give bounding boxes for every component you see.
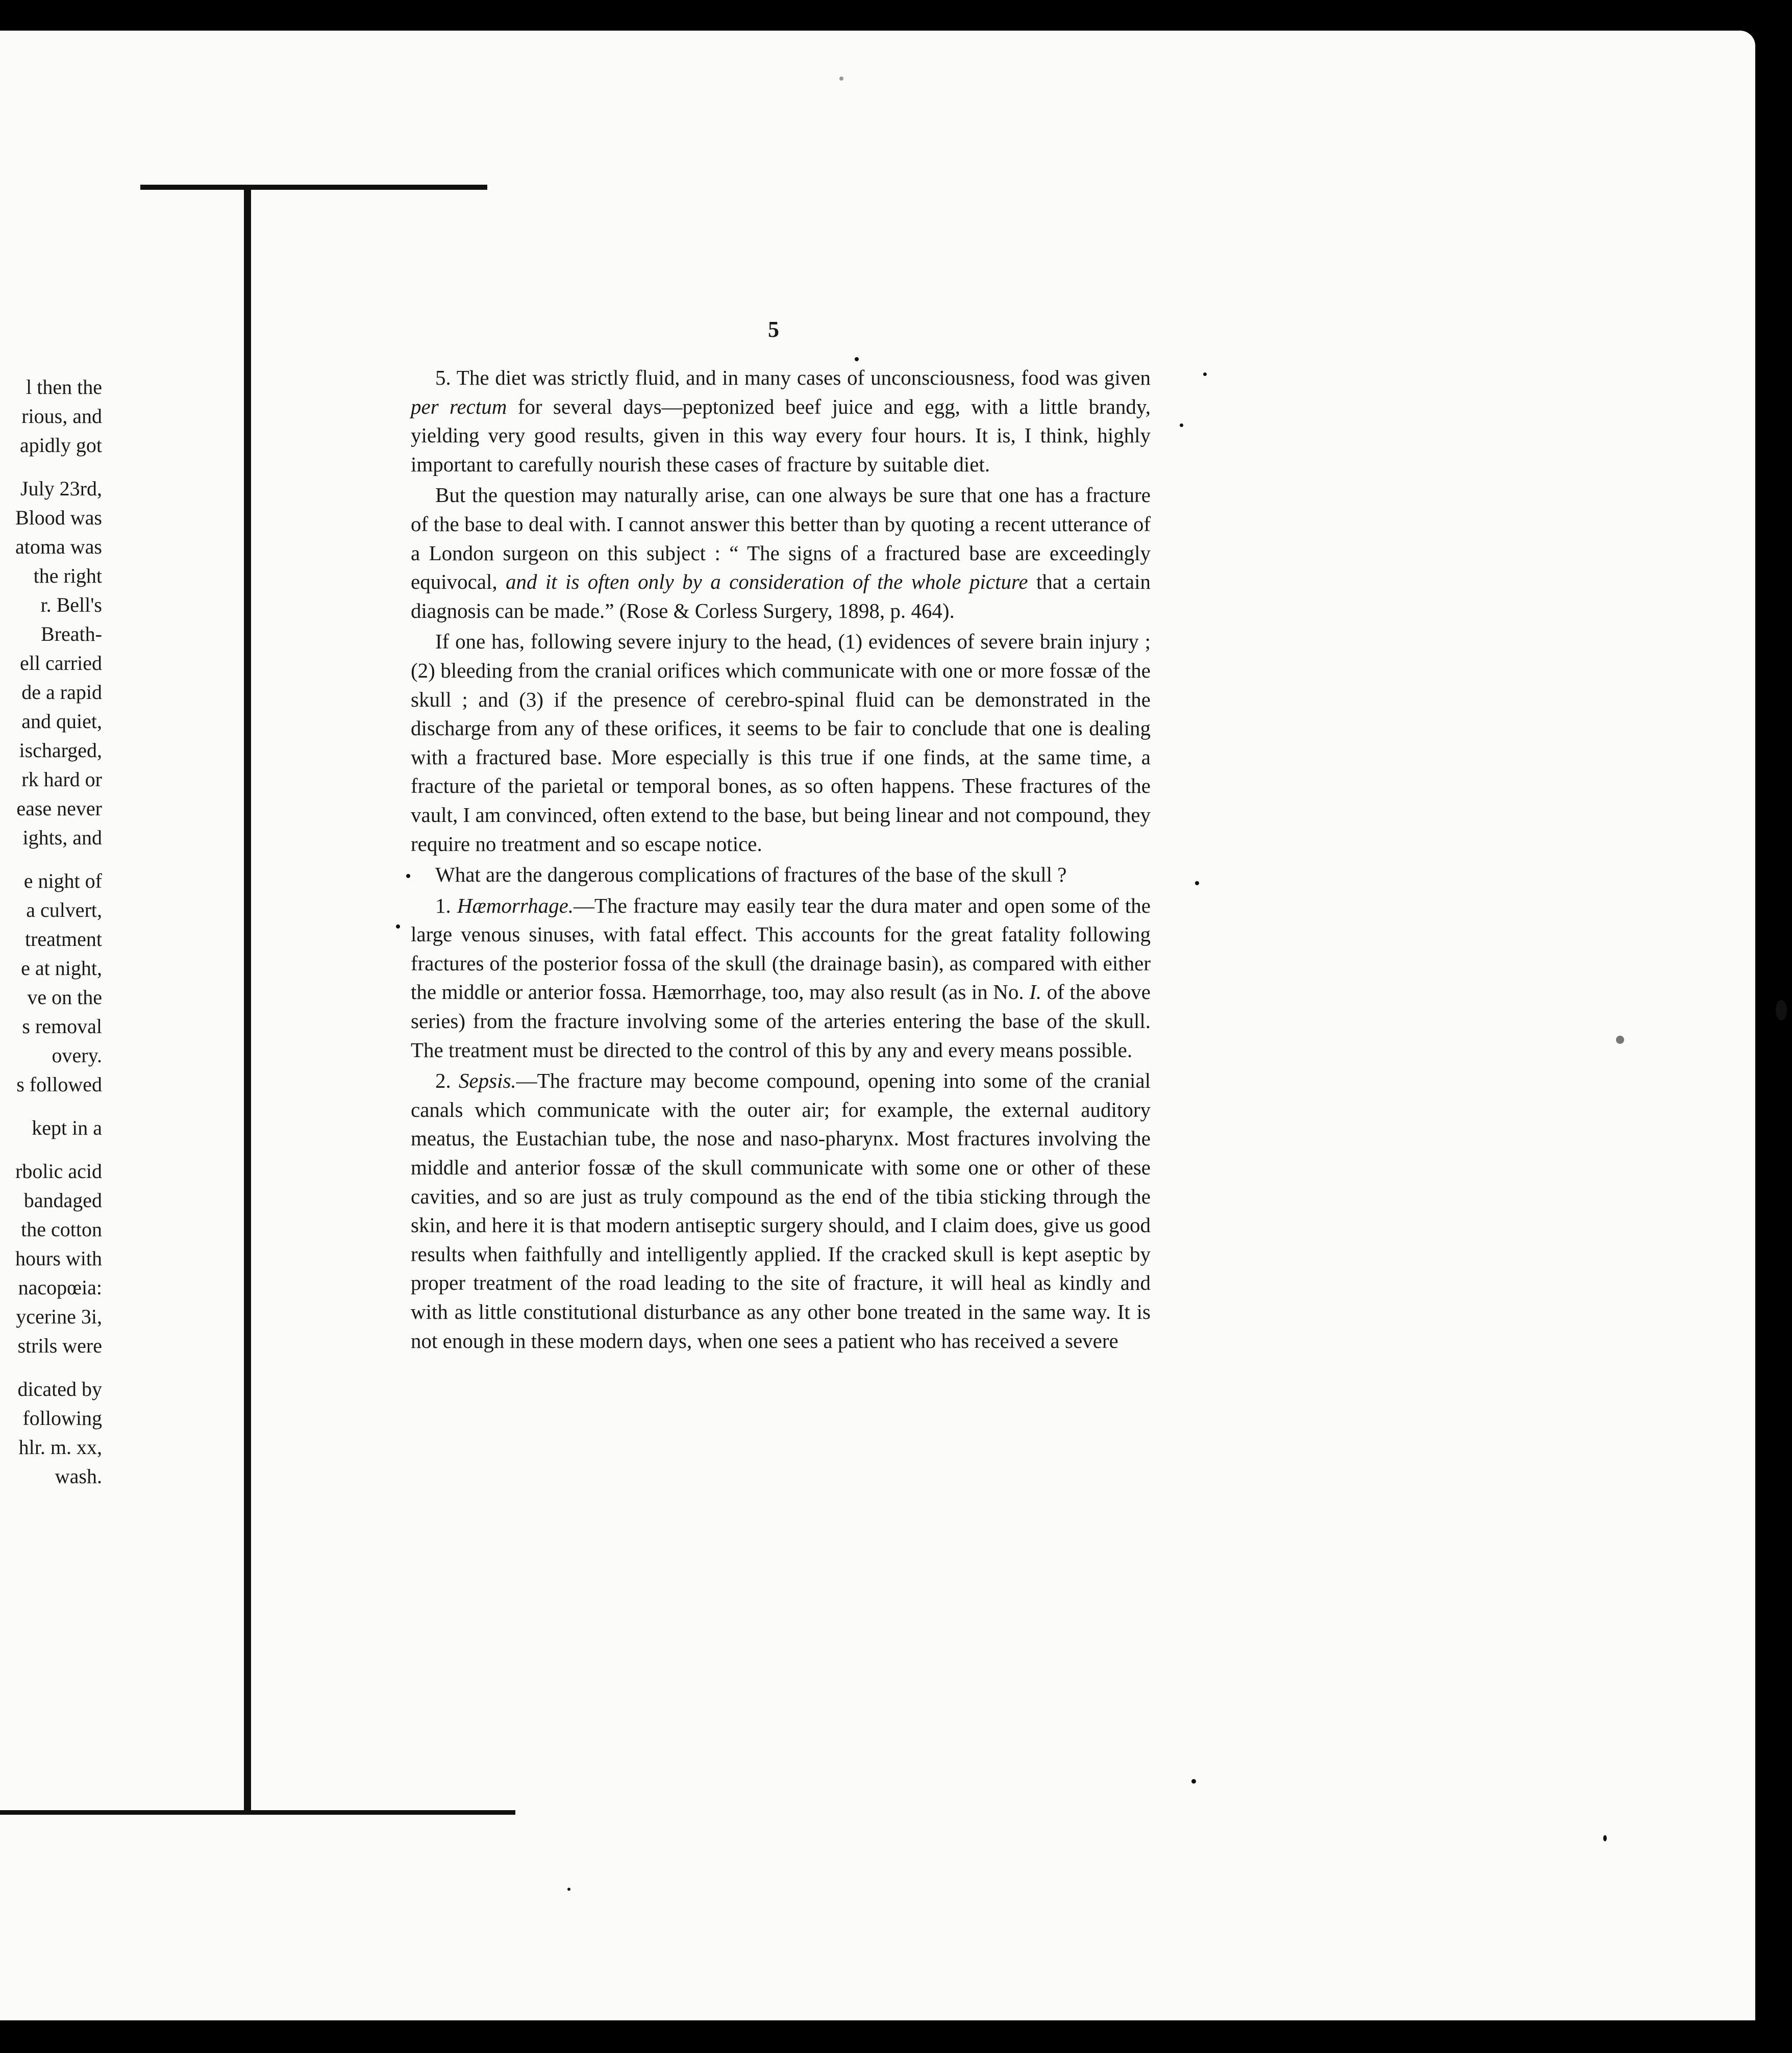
scan-speck bbox=[839, 77, 843, 81]
paragraph-complications-question: What are the dangerous complications of fractures of the base of the skull ? bbox=[435, 863, 1067, 887]
left-fragment-gap bbox=[0, 1142, 102, 1157]
left-fragment-line: ease never bbox=[16, 797, 102, 820]
left-fragment-line: a culvert, bbox=[26, 898, 102, 921]
left-fragment-line: strils were bbox=[17, 1334, 102, 1357]
scan-speck bbox=[406, 874, 410, 878]
left-fragment-line: ycerine 3i, bbox=[16, 1305, 102, 1328]
left-fragment-line: atoma was bbox=[15, 535, 102, 558]
left-fragment-line: bandaged bbox=[23, 1189, 102, 1212]
left-fragment-line: de a rapid bbox=[21, 681, 102, 704]
left-fragment-line: the right bbox=[33, 564, 102, 587]
left-fragment-line: l then the bbox=[26, 375, 102, 398]
scan-speck bbox=[855, 357, 859, 361]
left-fragment-line: rk hard or bbox=[21, 768, 102, 791]
left-fragment-line: July 23rd, bbox=[20, 477, 102, 500]
left-fragment-line: e night of bbox=[23, 869, 102, 892]
scan-speck bbox=[567, 1888, 570, 1891]
page-number: 5 bbox=[768, 317, 779, 342]
left-fragment-line: s followed bbox=[16, 1073, 102, 1096]
left-fragment-line: the cotton bbox=[21, 1218, 102, 1241]
left-fragment-line: ell carried bbox=[20, 652, 102, 674]
left-fragment-line: e at night, bbox=[21, 957, 102, 980]
left-page-fragment bbox=[0, 372, 102, 1491]
left-fragment-line: dicated by bbox=[17, 1378, 102, 1400]
left-fragment-line: rbolic acid bbox=[15, 1160, 102, 1183]
scan-speck bbox=[1616, 1036, 1624, 1044]
left-fragment-line: s removal bbox=[22, 1015, 102, 1038]
left-fragment-line: hours with bbox=[15, 1247, 102, 1270]
left-fragment-line: following bbox=[22, 1407, 102, 1430]
left-fragment-line: apidly got bbox=[19, 434, 102, 457]
left-fragment-gap bbox=[0, 1360, 102, 1374]
left-fragment-line: Blood was bbox=[15, 506, 102, 529]
frame-bottom-rule bbox=[0, 1810, 515, 1815]
left-fragment-gap bbox=[0, 852, 102, 866]
heading-sepsis: Sepsis. bbox=[458, 1069, 516, 1093]
left-fragment-line: overy. bbox=[52, 1044, 102, 1067]
left-fragment-gap bbox=[0, 1099, 102, 1113]
left-fragment-line: r. Bell's bbox=[40, 593, 102, 616]
paragraph-diet: 5. The diet was strictly fluid, and in many cases of unconsciousness, food was given per rectum for several days—peptonized beef juice and egg, with a little brandy, yielding very good results, given in this way every four hours. It is, I think, highly important to carefully nourish these cases of fracture by suitable diet. bbox=[411, 366, 1151, 476]
left-fragment-gap bbox=[0, 460, 102, 474]
scan-speck bbox=[1191, 1779, 1196, 1784]
frame-vertical-rule bbox=[244, 187, 251, 1813]
left-fragment-line: ights, and bbox=[22, 826, 102, 849]
heading-haemorrhage: Hæmorrhage. bbox=[457, 893, 574, 917]
scan-speck bbox=[1203, 372, 1207, 376]
paragraph-haemorrhage: 1. Hæmorrhage.—The fracture may easily tear the dura mater and open some of the large venous sinuses, with fatal effect. This accounts for the great fatality following fractures of the posterior fossa of the skull (the drainage basin), as compared with either the middle or anterior fossa. Hæmorrhage, too, may also result (as in No. I. of the above series) from the fracture involving some of the arteries entering the base of the skull. The treatment must be directed to the control of this by any and every means possible. bbox=[411, 893, 1151, 1062]
scan-speck bbox=[1180, 423, 1183, 427]
left-fragment-line: ve on the bbox=[27, 986, 102, 1009]
left-fragment-line: rious, and bbox=[21, 405, 102, 428]
scan-speck bbox=[1603, 1835, 1607, 1841]
left-fragment-line: hlr. m. xx, bbox=[18, 1436, 102, 1459]
left-fragment-line: and quiet, bbox=[21, 710, 102, 733]
left-fragment-line: Breath- bbox=[41, 622, 102, 645]
left-fragment-line: kept in a bbox=[32, 1116, 102, 1139]
paragraph-diagnosis-question: But the question may naturally arise, can one always be sure that one has a fracture of the base to deal with. I cannot answer this better than by quoting a recent utterance of a London surgeon on this subject : “ The signs of a fractured base are exceedingly equivocal, and it is often only by a consideration of the whole picture that a certain diagnosis can be made.” (Rose & Corless Surgery, 1898, p. 464). bbox=[411, 483, 1151, 622]
left-fragment-line: wash. bbox=[55, 1465, 102, 1488]
paragraph-sepsis: 2. Sepsis.—The fracture may become compound, opening into some of the cranial canals which communicate with the outer air; for example, the external auditory meatus, the Eustachian tube, the nose and naso-pharynx. Most fractures involving the middle and anterior fossæ of the skull communicate with some one or other of these cavities, and so are just as truly compound as the end of the tibia sticking through the skin, and here it is that modern antiseptic surgery should, and I claim does, give us good results when faithfully and intelligently applied. If the cracked skull is kept aseptic by proper treatment of the road leading to the site of fracture, it will heal as kindly and with as little constitutional disturbance as any other bone treated in the same way. It is not enough in these modern days, when one sees a patient who has received a severe bbox=[411, 1069, 1151, 1353]
scan-speck bbox=[1776, 1000, 1787, 1020]
main-text-column bbox=[411, 363, 1151, 1357]
left-fragment-line: ischarged, bbox=[19, 739, 102, 762]
scan-speck bbox=[1195, 881, 1199, 885]
left-fragment-line: nacopœia: bbox=[18, 1276, 102, 1299]
frame-top-rule bbox=[140, 185, 487, 190]
paragraph-signs: If one has, following severe injury to the head, (1) evidences of severe brain injury ; (2) bleeding from the cranial orifices which communicate with one or more fossæ of the skull ; and (3) if the presence of cerebro-spinal fluid can be demonstrated in the discharge from any of these orifices, it seems to be fair to conclude that one is dealing with a fractured base. More especially is this true if one finds, at the same time, a fracture of the parietal or temporal bones, as so often happens. These fractures of the vault, I am convinced, often extend to the base, but being linear and not compound, they require no treatment and so escape notice. bbox=[411, 630, 1151, 856]
scan-speck bbox=[396, 924, 400, 929]
left-fragment-line: treatment bbox=[24, 928, 102, 950]
